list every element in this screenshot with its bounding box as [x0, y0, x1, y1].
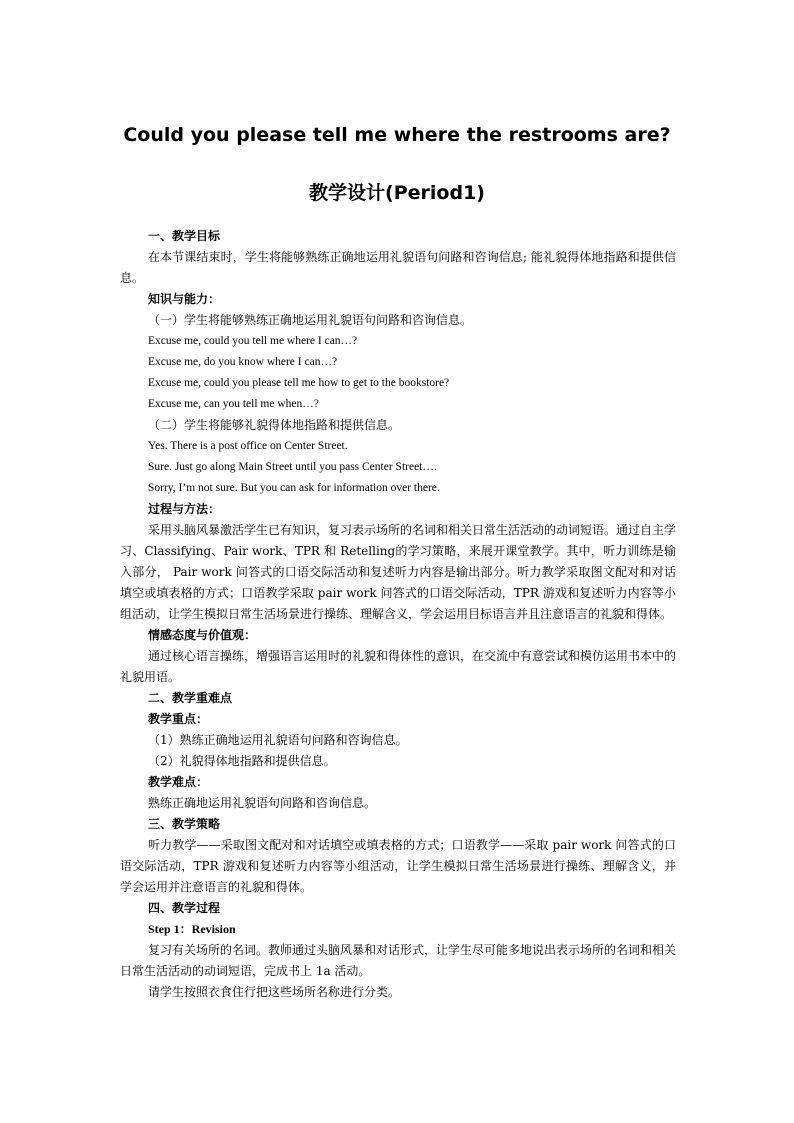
document-subtitle: 教学设计(Period1) [309, 182, 485, 204]
example-sentence: Excuse me, could you please tell me how to get to the bookstore? [148, 377, 450, 389]
process-paragraph: 采用头脑风暴激活学生已有知识，复习表示场所的名词和相关日常生活活动的动词短语。通过自主学习、Classifying、Pair work、TPR 和 Retelling的学习策略，来展开课堂教学。其中，听力训练是输入部分， Pair work 问答式的口语交际活动和复述听力内容是输出部分。听力教学采取图文配对和对话填空或填表格的方式；口语教学采取 pair work 问答式的口语交际活动，TPR 游戏和复述听力内容等小组活动，让学生模拟日常生活场景进行操练、理解含义，学会运用目标语言并且注意语言的礼貌和得体。 [120, 523, 677, 621]
focus-heading: 教学重点： [148, 712, 209, 726]
example-sentence: Sorry, I’m not sure. But you can ask for information over there. [148, 482, 440, 494]
section-heading-process: 四、教学过程 [148, 901, 221, 915]
knowledge-item-2: （二）学生将能够礼貌得体地指路和提供信息。 [148, 418, 401, 432]
step-1-paragraph-2: 请学生按照衣食住行把这些场所名称进行分类。 [148, 985, 401, 999]
example-sentence: Excuse me, can you tell me when…? [148, 398, 319, 410]
example-sentence: Sure. Just go along Main Street until you pass Center Street…. [148, 461, 437, 473]
knowledge-heading: 知识与能力： [148, 292, 221, 306]
difficulty-text: 熟练正确地运用礼貌语句问路和咨询信息。 [148, 796, 377, 810]
section-heading-key-points: 二、教学重难点 [148, 691, 233, 705]
example-sentence: Yes. There is a post office on Center Street. [148, 440, 348, 452]
difficulty-heading: 教学难点： [148, 775, 209, 789]
section-heading-strategy: 三、教学策略 [148, 817, 221, 831]
focus-item: （1）熟练正确地运用礼貌语句问路和咨询信息。 [148, 733, 408, 747]
knowledge-item-1: （一）学生将能够熟练正确地运用礼貌语句问路和咨询信息。 [148, 313, 473, 327]
step-1-paragraph: 复习有关场所的名词。教师通过头脑风暴和对话形式，让学生尽可能多地说出表示场所的名词和相关日常生活活动的动词短语，完成书上 1a 活动。 [120, 943, 677, 978]
example-sentence: Excuse me, could you tell me where I can…? [148, 335, 358, 347]
process-heading: 过程与方法： [148, 502, 221, 516]
attitude-heading: 情感态度与价值观： [148, 628, 257, 642]
strategy-paragraph: 听力教学——采取图文配对和对话填空或填表格的方式；口语教学——采取 pair work 问答式的口语交际活动，TPR 游戏和复述听力内容等小组活动，让学生模拟日常生活场景进行操练、理解含义，并学会运用并注意语言的礼貌和得体。 [120, 838, 676, 894]
document-body [120, 226, 676, 1003]
document-title: Could you please tell me where the restrooms are? [123, 124, 671, 146]
attitude-paragraph: 通过核心语言操练，增强语言运用时的礼貌和得体性的意识，在交流中有意尝试和模仿运用书本中的礼貌用语。 [120, 649, 677, 684]
section-heading-objectives: 一、教学目标 [148, 229, 221, 243]
step-1-heading: Step 1：Revision [148, 922, 236, 936]
focus-item: （2）礼貌得体地指路和提供信息。 [148, 754, 336, 768]
objectives-intro: 在本节课结束时，学生将能够熟练正确地运用礼貌语句问路和咨询信息; 能礼貌得体地指路和提供信息。 [120, 250, 676, 285]
example-sentence: Excuse me, do you know where I can…? [148, 356, 338, 368]
